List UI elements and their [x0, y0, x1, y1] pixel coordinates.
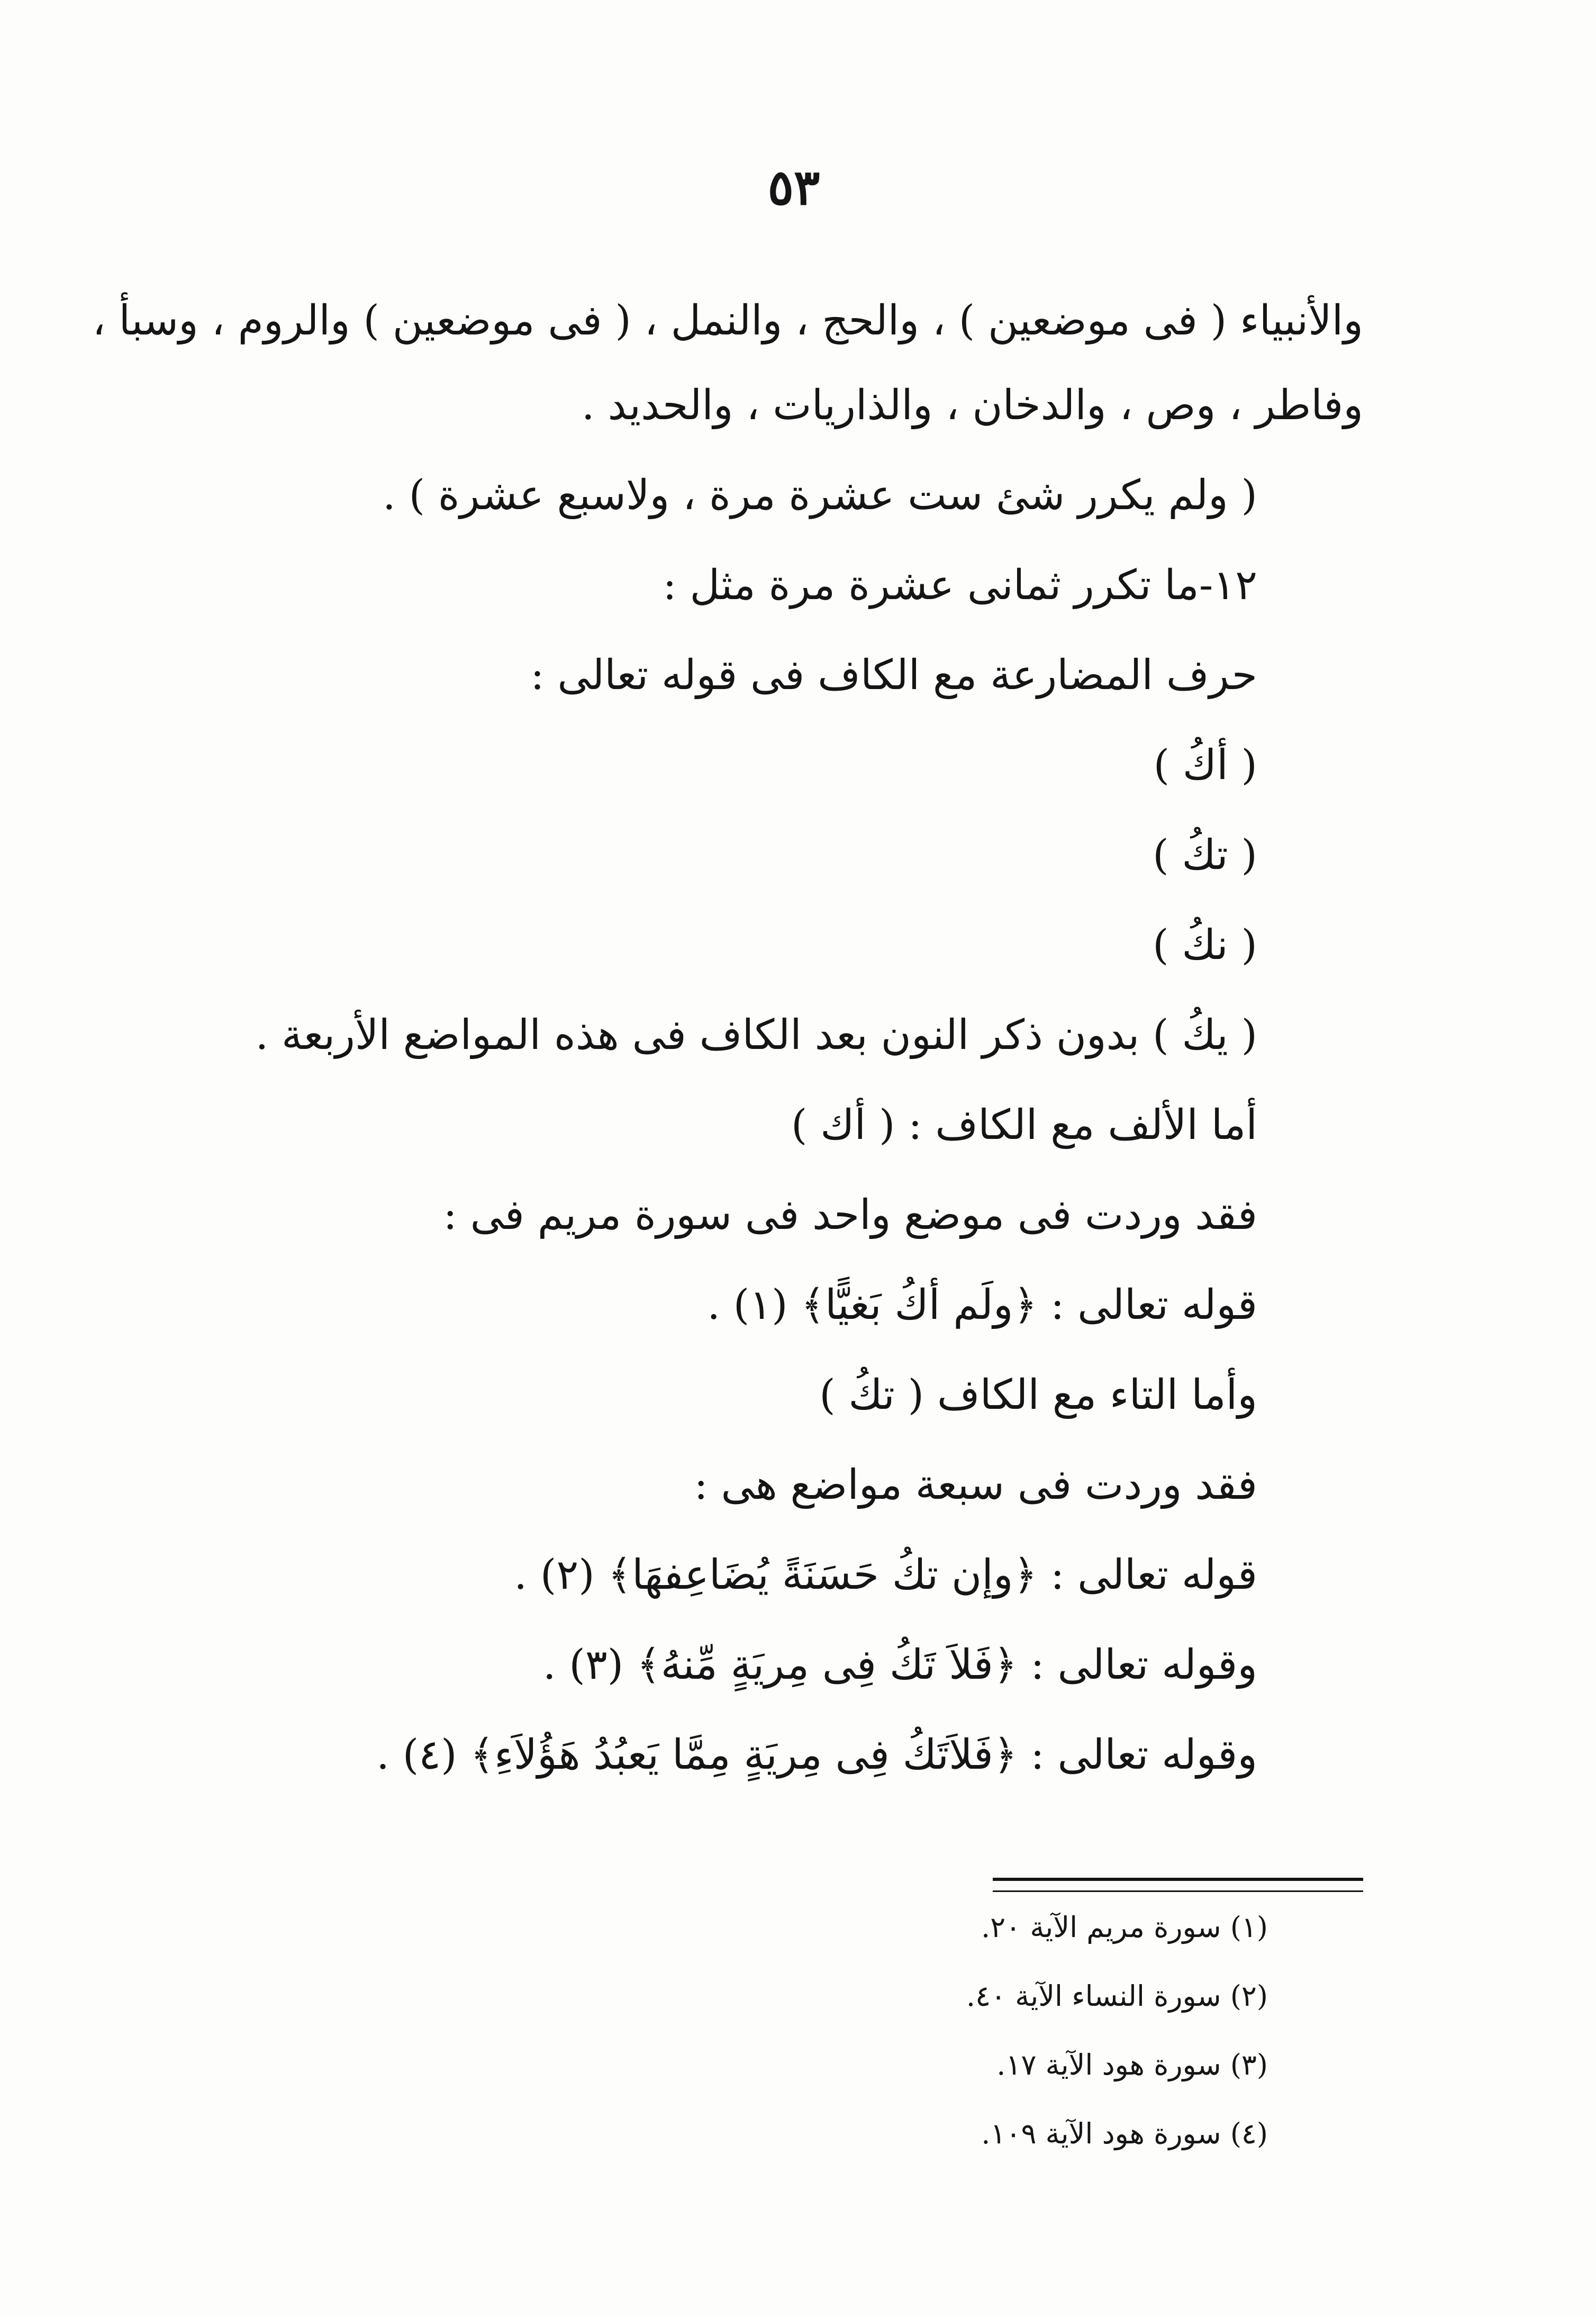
body-line-16-verse: وقوله تعالى : ﴿فَلاَ تَكُ فِى مِريَةٍ مِّنهُ﴾ (٣) .	[542, 1641, 1257, 1689]
body-line-3: ( ولم يكرر شئ ست عشرة مرة ، ولاسبع عشرة ) .	[382, 472, 1257, 519]
footnote-3: (٣) سورة هود الآية ١٧.	[996, 2048, 1268, 2081]
body-line-9: ( يكُ ) بدون ذكر النون بعد الكاف فى هذه المواضع الأربعة .	[255, 1011, 1257, 1059]
body-line-2: وفاطر ، وص ، والدخان ، والذاريات ، والحديد .	[581, 382, 1363, 429]
footnote-2: (٢) سورة النساء الآية ٤٠.	[966, 1979, 1268, 2013]
body-line-5: حرف المضارعة مع الكاف فى قوله تعالى :	[530, 651, 1257, 699]
body-line-14: فقد وردت فى سبعة مواضع هى :	[694, 1461, 1257, 1509]
footnote-4: (٤) سورة هود الآية ١٠٩.	[981, 2117, 1268, 2150]
body-line-12-verse: قوله تعالى : ﴿ولَم أكُ بَغيًّا﴾ (١) .	[707, 1281, 1257, 1329]
body-line-13: وأما التاء مع الكاف ( تكُ )	[819, 1371, 1257, 1419]
body-line-6: ( أكُ )	[1153, 741, 1257, 789]
page-number: ٥٣	[767, 159, 820, 216]
body-line-10: أما الألف مع الكاف : ( أك )	[791, 1101, 1257, 1149]
footnote-divider-thick	[993, 1878, 1363, 1881]
body-line-17-verse: وقوله تعالى : ﴿فَلاَتَكُ فِى مِريَةٍ مِمَّا يَعبُدُ هَؤُلاَءِ﴾ (٤) .	[376, 1731, 1257, 1779]
footnote-1: (١) سورة مريم الآية ٢٠.	[981, 1911, 1268, 1944]
body-line-4-heading: ١٢-ما تكرر ثمانى عشرة مرة مثل :	[663, 562, 1257, 609]
footnote-divider-thin	[993, 1890, 1363, 1892]
body-line-8: ( نكُ )	[1153, 921, 1257, 969]
body-line-7: ( تكُ )	[1153, 831, 1257, 879]
body-line-15-verse: قوله تعالى : ﴿وإن تكُ حَسَنَةً يُضَاعِفهَا﴾ (٢) .	[514, 1551, 1257, 1599]
body-line-1: والأنبياء ( فى موضعين ) ، والحج ، والنمل ، ( فى موضعين ) والروم ، وسبأ ،	[92, 297, 1363, 345]
body-line-11: فقد وردت فى موضع واحد فى سورة مريم فى :	[443, 1191, 1257, 1239]
